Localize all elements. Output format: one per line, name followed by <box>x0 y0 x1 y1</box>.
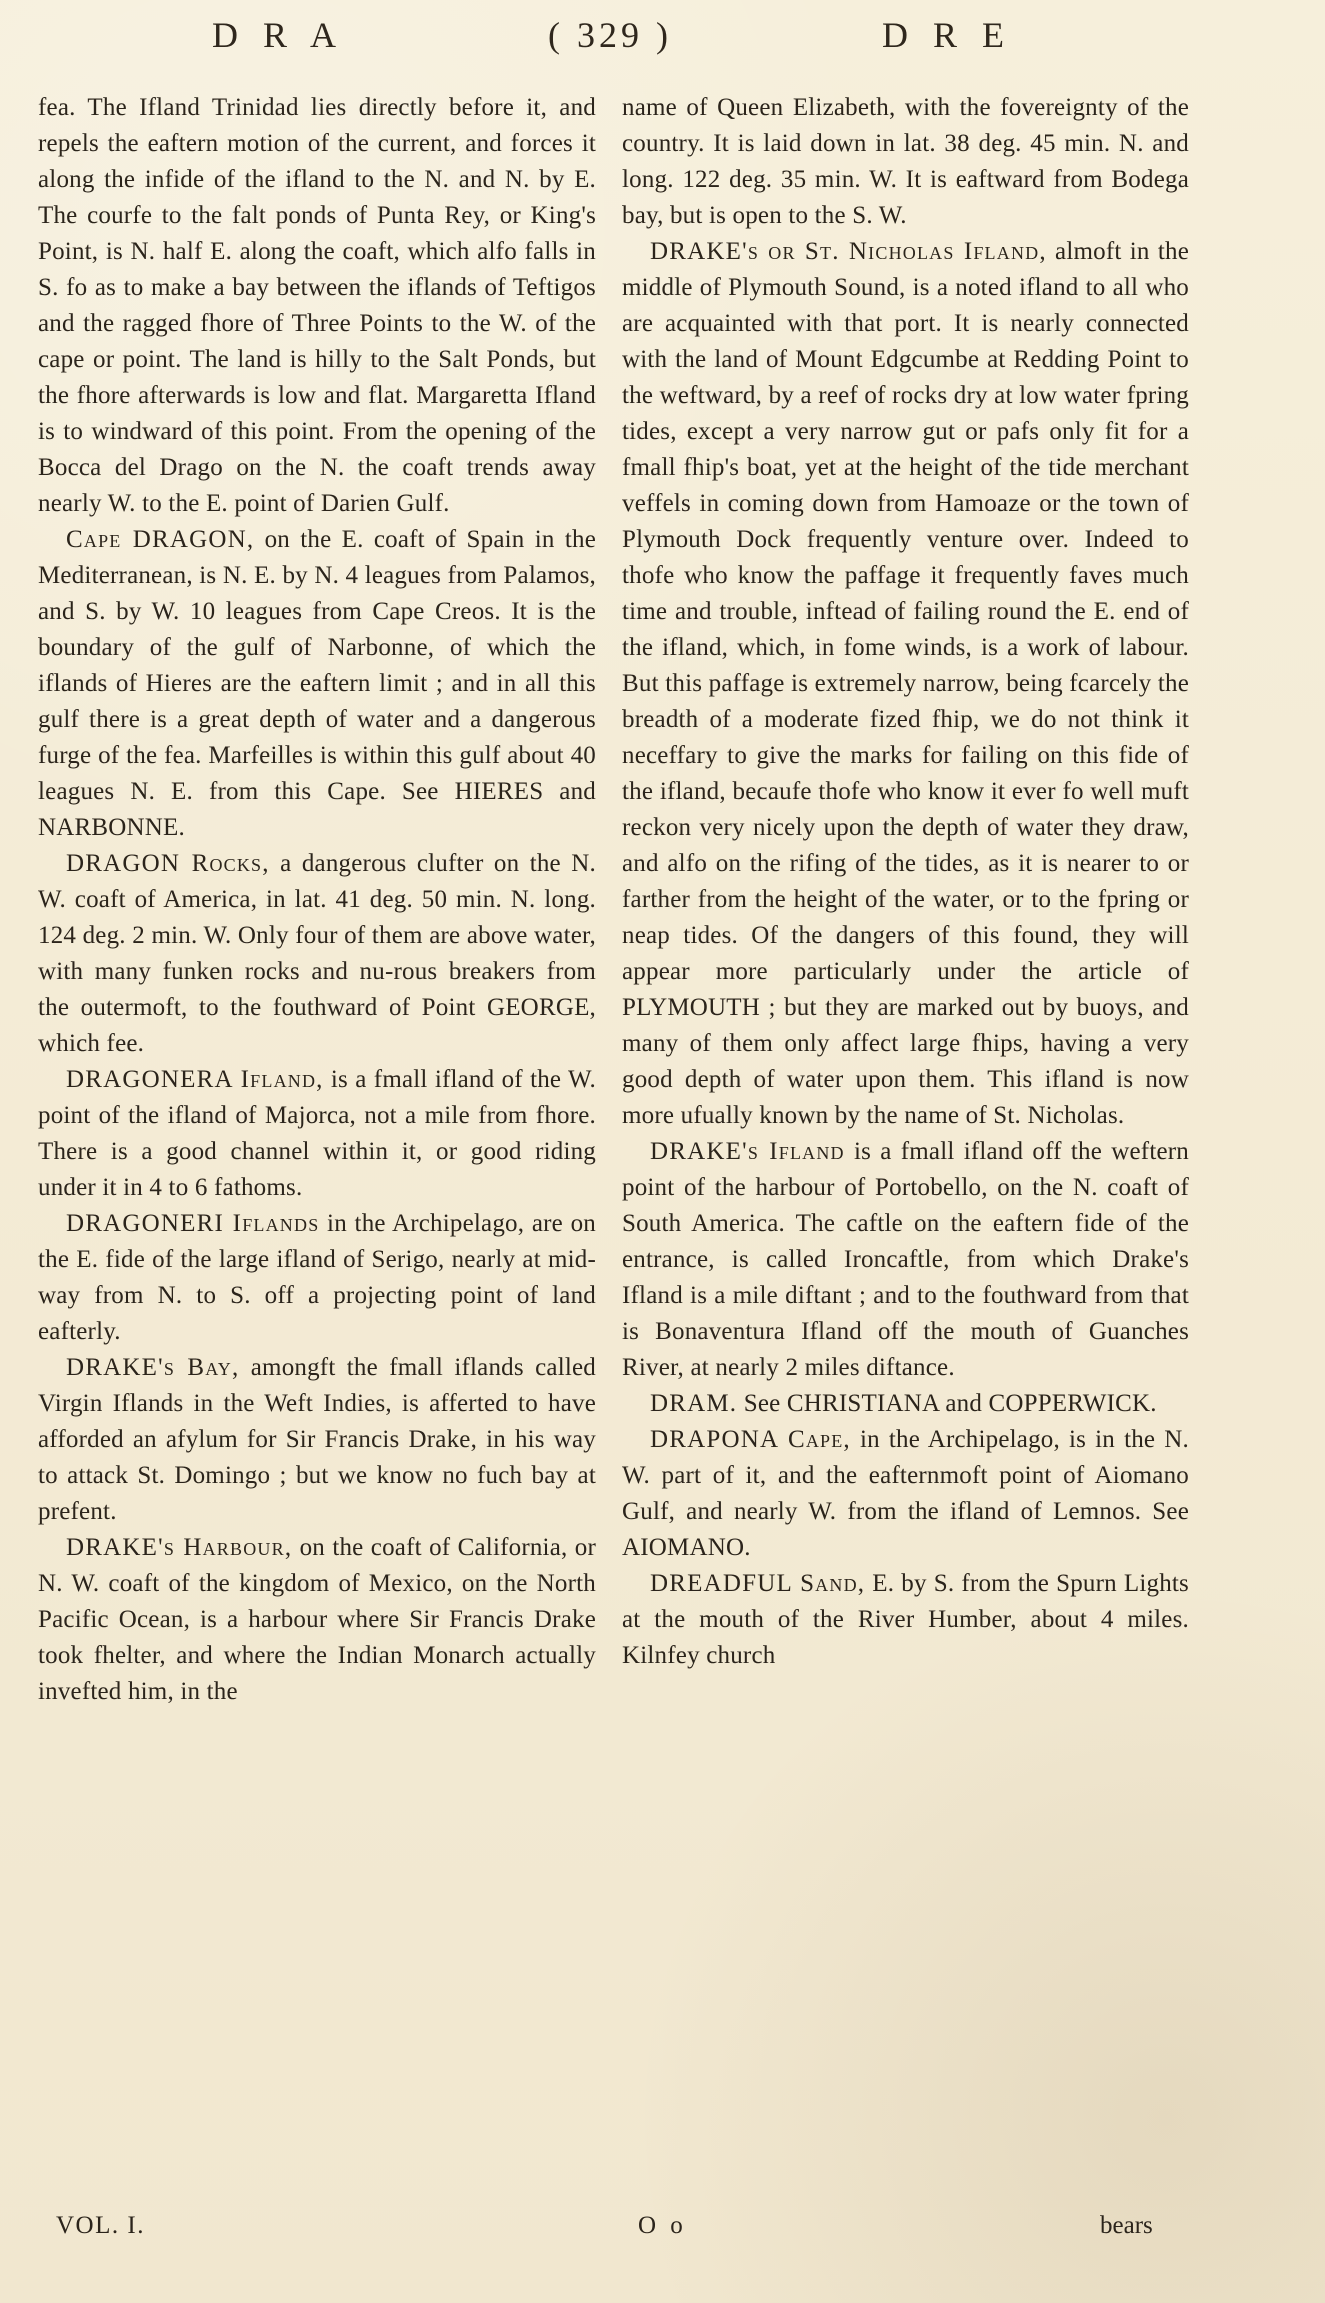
entry-text-drakes-island: is a fmall ifland off the weftern point of the harbour of Portobello, on the N. coaft of South America. The caftle on the eaftern fide of the entrance, is called Ironcaftle, from which Drake's Ifland is a mile diftant ; and to the fouthward from that is Bonaventura Ifland off the mouth of Guanches River, at nearly 2 miles diftance. <box>622 1138 1189 1381</box>
entry-dram <box>622 1386 1189 1422</box>
signature-mark: O o <box>638 2212 687 2239</box>
entry-text-drapona-cape: in the Archipelago, is in the N. W. part of it, and the eafternmoft point of Aiomano Gulf, and nearly W. from the ifland of Lemnos. See AIOMANO. <box>622 1426 1189 1561</box>
left-column <box>38 90 596 2280</box>
entry-title-dragon-rocks: DRAGON Rocks, <box>66 850 270 877</box>
entry-title-drapona-cape: DRAPONA Cape, <box>650 1426 851 1453</box>
entry-text-dragonera-island: is a fmall ifland of the W. point of the ifland of Majorca, not a mile from fhore. There is a good channel within it, or good riding under it in 4 to 6 fathoms. <box>38 1066 596 1201</box>
entry-title-dreadful-sand: DREADFUL Sand, <box>650 1570 866 1597</box>
catchword: bears <box>1100 2212 1153 2239</box>
entry-title-dragoneri-islands: DRAGONERI Iflands <box>66 1210 320 1237</box>
entry-dragoneri-islands <box>38 1206 596 1350</box>
volume-label: VOL. I. <box>56 2212 145 2239</box>
entry-cape-dragon <box>38 522 596 846</box>
entry-dragon-rocks <box>38 846 596 1062</box>
entry-text-dragon-rocks: a dangerous clufter on the N. W. coaft of America, in lat. 41 deg. 50 min. N. long. 124 deg. 2 min. W. Only four of them are above water, with many funken rocks and nu-rous breakers from the outermoft, to the fouthward of Point GEORGE, which fee. <box>38 850 596 1057</box>
entry-title-drakes-harbour: DRAKE's Harbour, <box>66 1534 293 1561</box>
entry-drakes-harbour <box>38 1530 596 1710</box>
entry-title-cape-dragon: Cape DRAGON, <box>66 526 255 553</box>
entry-title-drakes-or-st-nicholas-island: DRAKE's or St. Nicholas Ifland, <box>650 238 1047 265</box>
entry-text-drakes-harbour: on the coaft of California, or N. W. coaft of the kingdom of Mexico, on the North Pacific Ocean, is a harbour where Sir Francis Drake took fhelter, and where the Indian Monarch actually invefted him, in the <box>38 1534 596 1705</box>
entry-text-dragoneri-islands: in the Archipelago, are on the E. fide of the large ifland of Serigo, nearly at mid-way from N. to S. off a projecting point of land eafterly. <box>38 1210 596 1345</box>
entry-text-dram: See CHRISTIANA and COPPERWICK. <box>737 1390 1157 1417</box>
entry-text-drakes-or-st-nicholas-island: almoft in the middle of Plymouth Sound, is a noted ifland to all who are acquainted with that port. It is nearly connected with the land of Mount Edgcumbe at Redding Point to the weftward, by a reef of rocks dry at low water fpring tides, except a very narrow gut or pafs only fit for a fmall fhip's boat, yet at the height of the tide merchant veffels in coming down from Hamoaze or the town of Plymouth Dock frequently venture over. Indeed to thofe who know the paffage it frequently faves much time and trouble, inftead of failing round the E. end of the ifland, which, in fome winds, is a work of labour. But this paffage is extremely narrow, being fcarcely the breadth of a moderate fized fhip, we do not think it neceffary to give the marks for failing on this fide of the ifland, becaufe thofe who know it ever fo well muft reckon very nicely upon the depth of water they draw, and alfo on the rifing of the tides, as it is nearer to or farther from the height of the water, or to the fpring or neap tides. Of the dangers of this found, they will appear more particularly under the article of PLYMOUTH ; but they are marked out by buoys, and many of them only affect large fhips, having a very good depth of water upon them. This ifland is now more ufually known by the name of St. Nicholas. <box>622 238 1189 1129</box>
header-right-text: D R E <box>882 15 1012 55</box>
entry-drakes-or-st-nicholas-island <box>622 234 1189 1134</box>
entry-drakes-bay <box>38 1350 596 1530</box>
entry-text-cape-dragon: on the E. coaft of Spain in the Mediterranean, is N. E. by N. 4 leagues from Palamos, and S. by W. 10 leagues from Cape Creos. It is the boundary of the gulf of Narbonne, of which the iflands of Hieres are the eaftern limit ; and in all this gulf there is a great depth of water and a dangerous furge of the fea. Marfeilles is within this gulf about 40 leagues N. E. from this Cape. See HIERES and NARBONNE. <box>38 526 596 841</box>
entry-drapona-cape <box>622 1422 1189 1566</box>
page-number: ( 329 ) <box>548 15 672 55</box>
entry-dragonera-island <box>38 1062 596 1206</box>
entry-drakes-island <box>622 1134 1189 1386</box>
entry-title-drakes-island: DRAKE's Ifland <box>650 1138 845 1165</box>
left-entry-continuation: fea. The Ifland Trinidad lies directly before it, and repels the eaftern motion of the current, and forces it along the infide of the ifland to the N. and N. by E. The courfe to the falt ponds of Punta Rey, or King's Point, is N. half E. along the coaft, which alfo falls in S. fo as to make a bay between the iflands of Teftigos and the ragged fhore of Three Points to the W. of the cape or point. The land is hilly to the Salt Ponds, but the fhore afterwards is low and flat. Margaretta Ifland is to windward of this point. From the opening of the Bocca del Drago on the N. the coaft trends away nearly W. to the E. point of Darien Gulf. <box>38 94 596 517</box>
page-header <box>0 0 1325 62</box>
entry-title-dragonera-island: DRAGONERA Ifland, <box>66 1066 324 1093</box>
entry-title-dram: DRAM. <box>650 1390 738 1417</box>
right-column <box>622 90 1189 2280</box>
header-left-text: D R A <box>212 15 345 55</box>
entry-text-drakes-bay: amongft the fmall iflands called Virgin Iflands in the Weft Indies, is afferted to have afforded an afylum for Sir Francis Drake, in his way to attack St. Domingo ; but we know no fuch bay at prefent. <box>38 1354 596 1525</box>
entry-title-drakes-bay: DRAKE's Bay, <box>66 1354 240 1381</box>
entry-dreadful-sand <box>622 1566 1189 1674</box>
page-footer <box>0 2212 1325 2282</box>
right-entry-continuation: name of Queen Elizabeth, with the fovereignty of the country. It is laid down in lat. 38 deg. 45 min. N. and long. 122 deg. 35 min. W. It is eaftward from Bodega bay, but is open to the S. W. <box>622 94 1189 229</box>
entry-text-dreadful-sand: E. by S. from the Spurn Lights at the mouth of the River Humber, about 4 miles. Kilnfey church <box>622 1570 1189 1669</box>
